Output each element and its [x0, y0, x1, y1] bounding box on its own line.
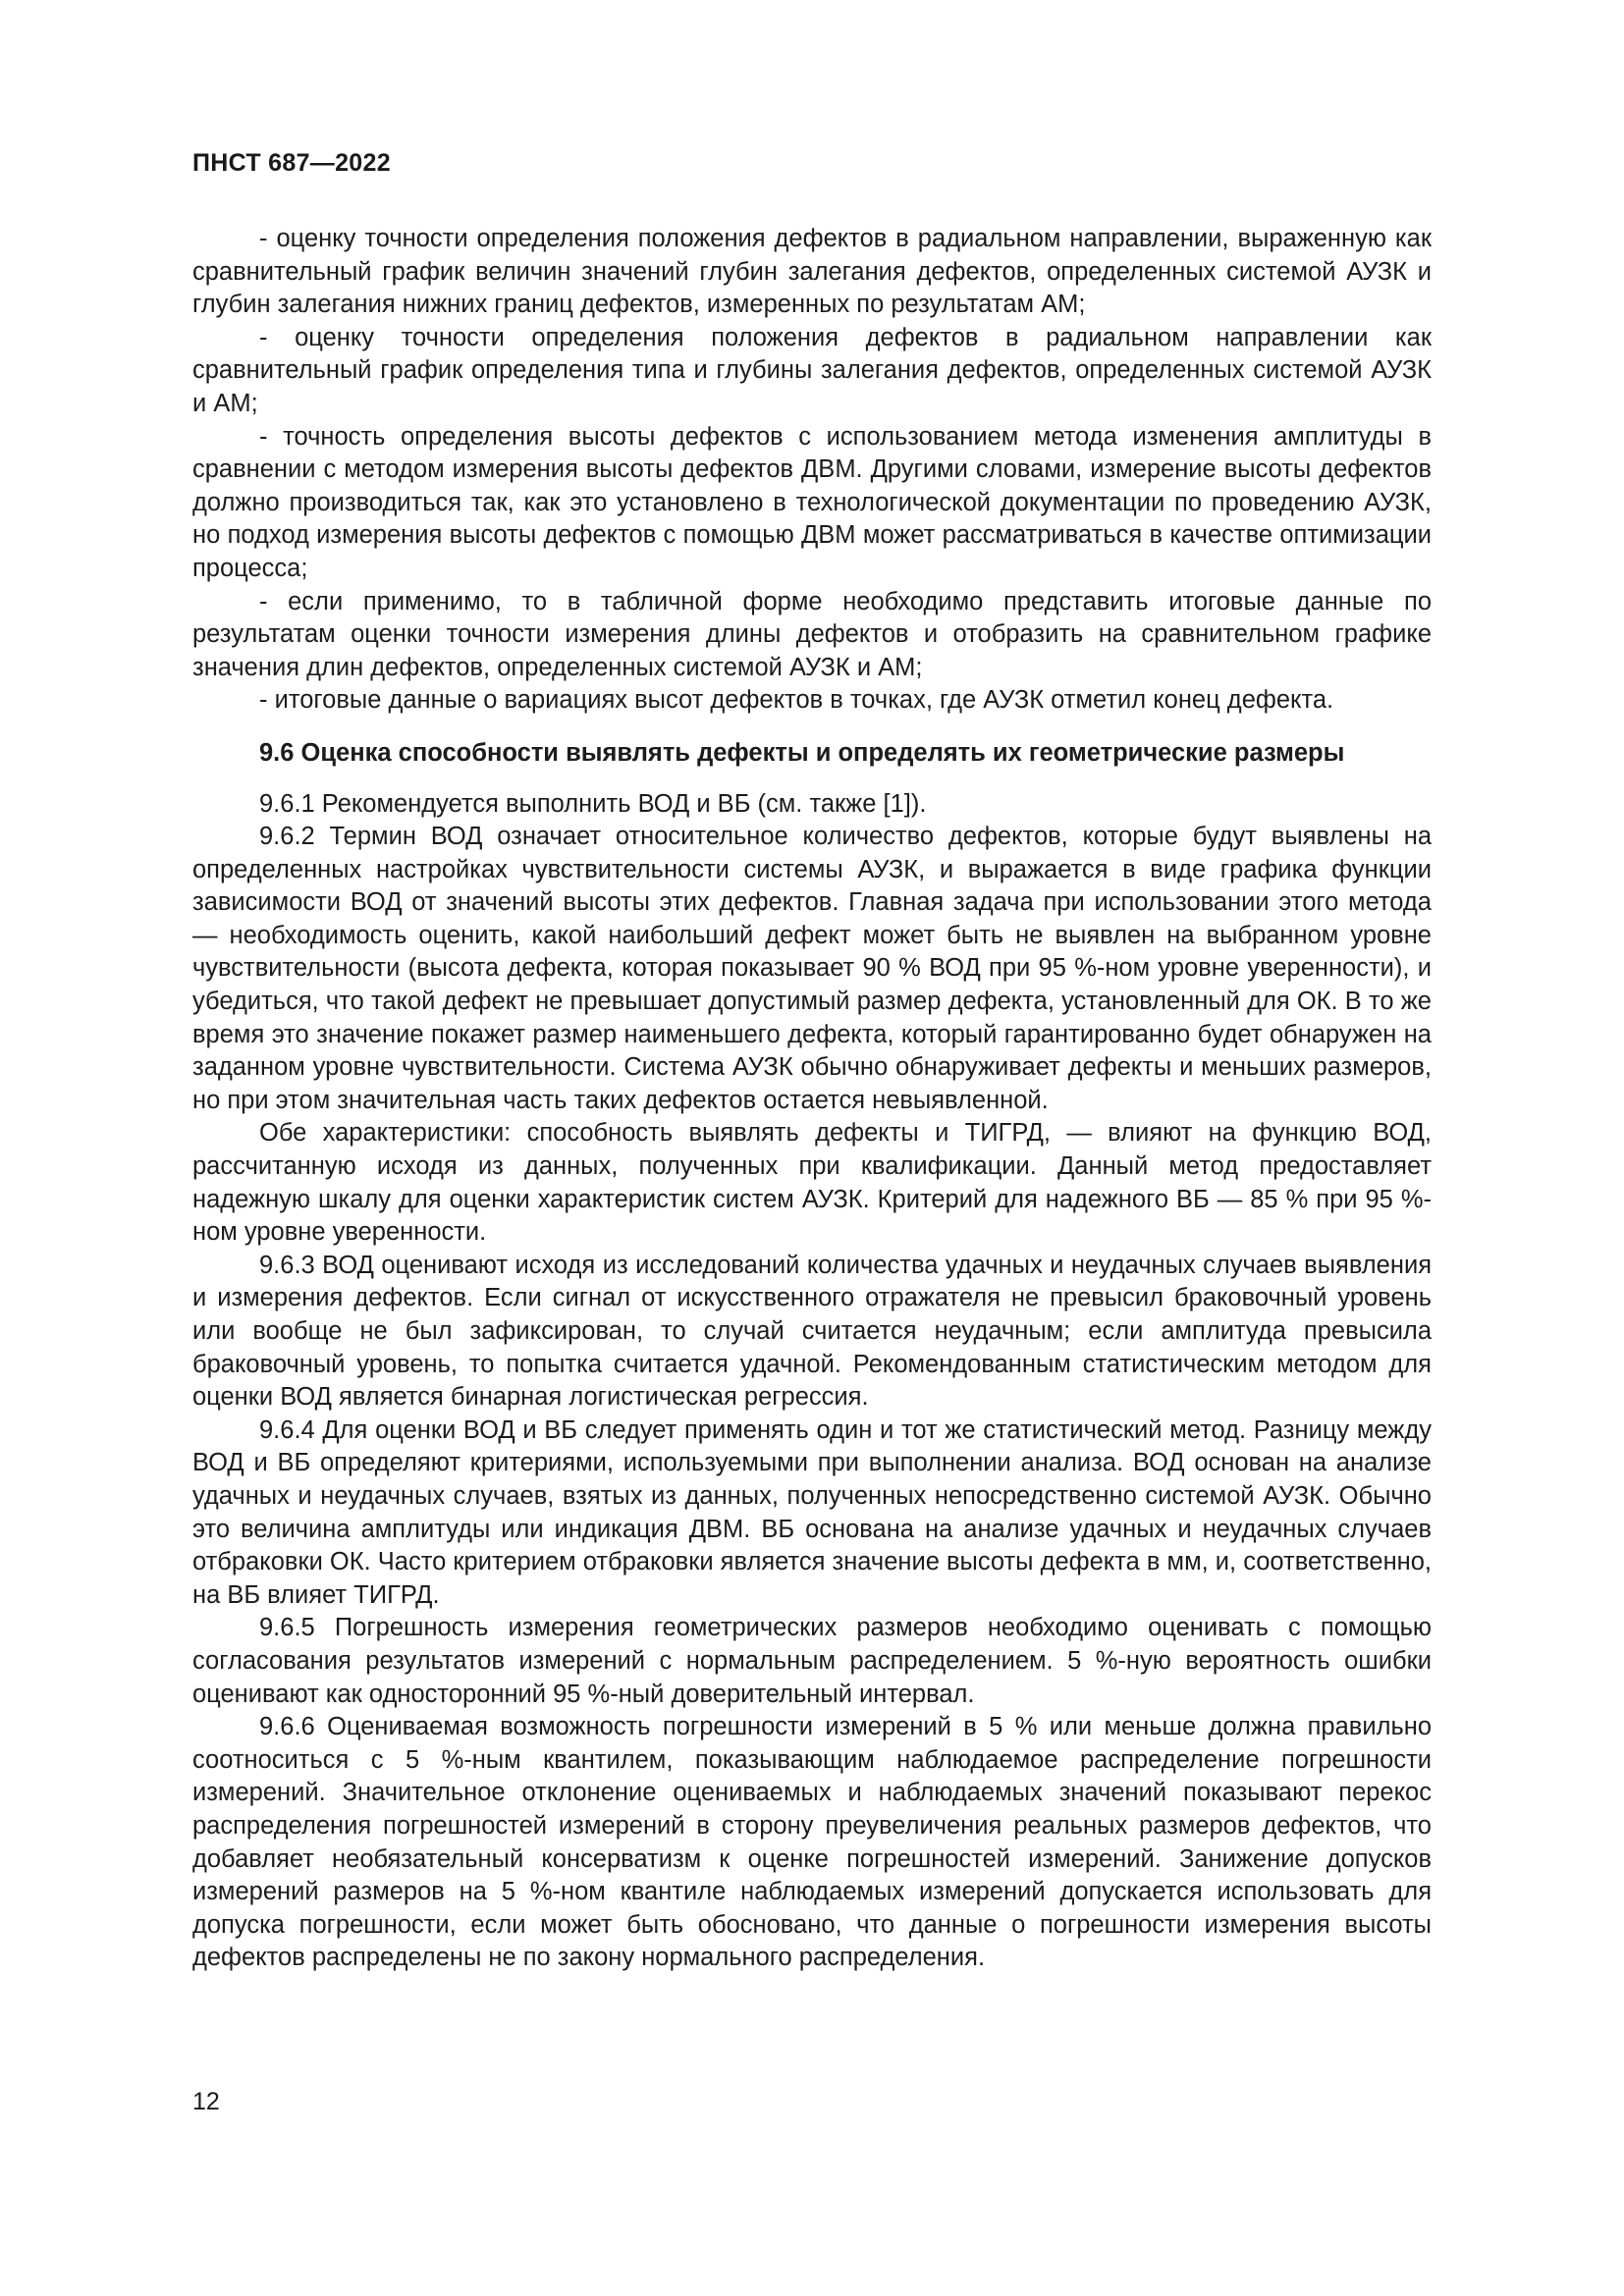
paragraph: 9.6.4 Для оценки ВОД и ВБ следует применять один и тот же статистический метод. Разницу между ВОД и ВБ определяют критериями, используемыми при выполнении анализа. ВОД основан на анализе удачных и неудачных случаев, взятых из данных, полученных непосредственно системой АУЗК. Обычно это величина амплитуды или индикация ДВМ. ВБ основана на анализе удачных и неудачных случаев отбраковки ОК. Часто критерием отбраковки является значение высоты дефекта в мм, и, соответственно, на ВБ влияет ТИГРД. — [192, 1415, 1433, 1609]
paragraph: 9.6.5 Погрешность измерения геометрических размеров необходимо оценивать с помощью согласования результатов измерений с нормальным распределением. 5 %-ную вероятность ошибки оценивают как односторонний 95 %-ный доверительный интервал. — [192, 1614, 1432, 1708]
paragraph: 9.6.6 Оцениваемая возможность погрешности измерений в 5 % или меньше должна правильно соотноситься с 5 %-ным квантилем, показывающим наблюдаемое распределение погрешности измерений. Значительное отклонение оцениваемых и наблюдаемых значений показывают перекос распределения погрешностей измерений в сторону преувеличения реальных размеров дефектов, что добавляет необязательный консерватизм к оценке погрешностей измерений. Занижение допусков измерений размеров на 5 %-ном квантиле наблюдаемых измерений допускается использовать для допуска погрешности, если может быть обосновано, что данные о погрешности измерения высоты дефектов распределены не по закону нормального распределения. — [192, 1713, 1432, 1972]
list-item: - оценку точности определения положения дефектов в радиальном направлении, выраженную как сравнительный график величин значений глубин залегания дефектов, определенных системой АУЗК и глубин залегания нижних границ дефектов, измеренных по результатам АМ; — [192, 225, 1432, 319]
list-item: - итоговые данные о вариациях высот дефектов в точках, где АУЗК отметил конец дефекта. — [259, 686, 1334, 715]
body-text — [192, 223, 1432, 1975]
paragraph: 9.6.1 Рекомендуется выполнить ВОД и ВБ (см. также [1]). — [259, 789, 927, 818]
document-code-header: ПНСТ 687—2022 — [192, 149, 391, 177]
paragraph: 9.6.2 Термин ВОД означает относительное количество дефектов, которые будут выявлены на определенных настройках чувствительности системы АУЗК, и выражается в виде графика функции зависимости ВОД от значений высоты этих дефектов. Главная задача при использовании этого метода — необходимость оценить, какой наибольший дефект может быть не выявлен на выбранном уровне чувствительности (высота дефекта, которая показывает 90 % ВОД при 95 %-ном уровне уверенности), и убедиться, что такой дефект не превышает допустимый размер дефекта, установленный для ОК. В то же время это значение покажет размер наименьшего дефекта, который гарантированно будет обнаружен на заданном уровне чувствительности. Система АУЗК обычно обнаруживает дефекты и меньших размеров, но при этом значительная часть таких дефектов остается невыявленной. — [192, 823, 1432, 1114]
paragraph: 9.6.3 ВОД оценивают исходя из исследований количества удачных и неудачных случаев выявления и измерения дефектов. Если сигнал от искусственного отражателя не превысил браковочный уровень или вообще не был зафиксирован, то случай считается неудачным; если амплитуда превысила браковочный уровень, то попытка считается удачной. Рекомендованным статистическим методом для оценки ВОД является бинарная логистическая регрессия. — [192, 1251, 1432, 1412]
list-item: - точность определения высоты дефектов с использованием метода изменения амплитуды в сравнении с методом измерения высоты дефектов ДВМ. Другими словами, измерение высоты дефектов должно производиться так, как это установлено в технологической документации по проведению АУЗК, но подход измерения высоты дефектов с помощью ДВМ может рассматриваться в качестве оптимизации процесса; — [192, 422, 1432, 582]
paragraph: Обе характеристики: способность выявлять дефекты и ТИГРД, — влияют на функцию ВОД, рассчитанную исходя из данных, полученных при квалификации. Данный метод предоставляет надежную шкалу для оценки характеристик систем АУЗК. Критерий для надежного ВБ — 85 % при 95 %-ном уровне уверенности. — [192, 1119, 1432, 1247]
list-item: - если применимо, то в табличной форме необходимо представить итоговые данные по результатам оценки точности измерения длины дефектов и отобразить на сравнительном графике значения длин дефектов, определенных системой АУЗК и АМ; — [192, 587, 1432, 681]
page-number: 12 — [192, 2088, 220, 2115]
section-heading: 9.6 Оценка способности выявлять дефекты и определять их геометрические размеры — [259, 738, 1345, 767]
list-item: - оценку точности определения положения дефектов в радиальном направлении как сравнительный график определения типа и глубины залегания дефектов, определенных системой АУЗК и АМ; — [192, 323, 1432, 417]
